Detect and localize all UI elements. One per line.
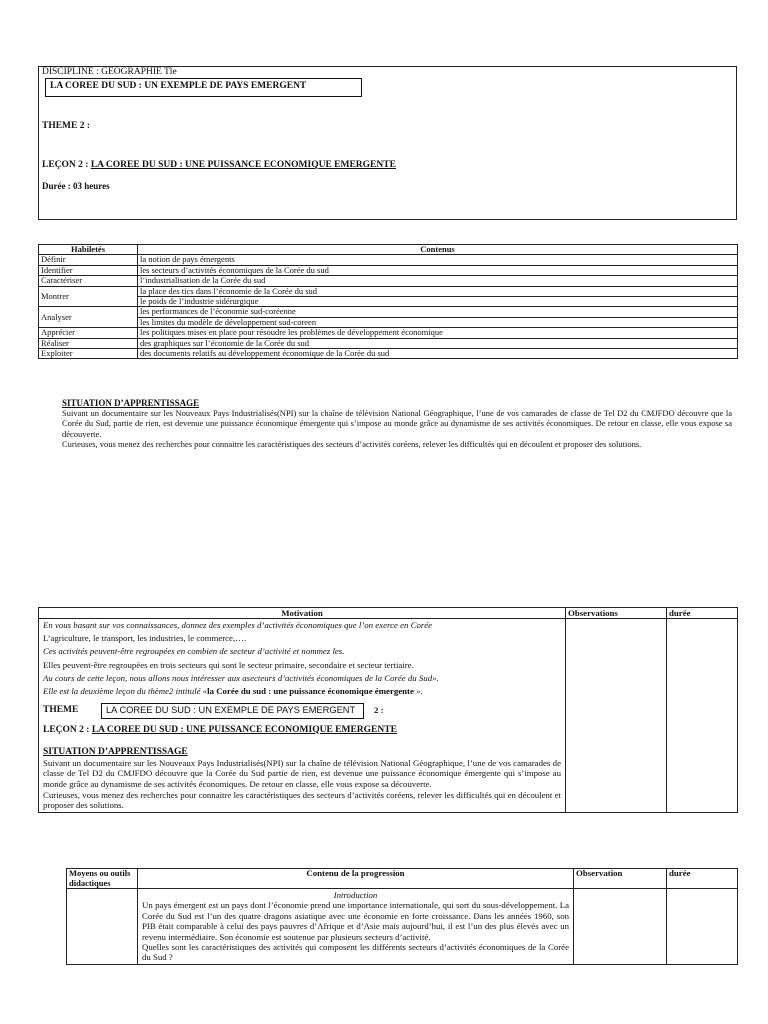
motivation-answer: Elles peuvent-être regroupées en trois secteurs qui sont le secteur primaire, secondaire et secteur tertiaire.: [43, 659, 414, 670]
motivation-table: [38, 607, 738, 813]
skills-table: [38, 244, 738, 359]
skill-content: des documents relatifs au développement économique de la Corée du sud: [138, 349, 738, 359]
column-header: Motivation: [39, 608, 566, 619]
table-row: [39, 255, 738, 265]
table-row: [39, 265, 738, 275]
learning-situation: [62, 398, 732, 449]
progression-content: [138, 889, 574, 965]
introduction-question: Quelles sont les caractéristiques des activités qui composent les différents secteurs d’activités économiques de la Corée du Sud ?: [142, 942, 569, 963]
table-row: [39, 349, 738, 359]
table-row: [39, 307, 738, 317]
column-header: Moyens ou outils didactiques: [67, 869, 138, 889]
situation-paragraph: Curieuses, vous menez des recherches pour connaitre les caractéristiques des secteurs d’activités coréens, relever les difficultés qui en découlent et proposer des solutions.: [43, 789, 561, 811]
discipline-label: DISCIPLINE : GEOGRAPHIE Tle: [42, 67, 177, 77]
lesson-label: LEÇON 2 :: [42, 160, 91, 170]
column-header: Contenu de la progression: [138, 869, 574, 889]
lesson-name: LA COREE DU SUD : UNE PUISSANCE ECONOMIQUE EMERGENTE: [91, 724, 397, 735]
lesson-title: [43, 725, 561, 736]
skill-verb: Réaliser: [39, 338, 138, 348]
theme-title-box: LA COREE DU SUD : UN EXEMPLE DE PAYS EMERGENT: [45, 78, 362, 97]
motivation-content: [39, 619, 566, 813]
theme-number: 2 :: [374, 705, 384, 716]
lesson-title: [42, 160, 396, 171]
skill-verb: Définir: [39, 255, 138, 265]
skill-verb: Caractériser: [39, 276, 138, 286]
column-header: durée: [667, 608, 738, 619]
situation-paragraph: Curieuses, vous menez des recherches pour connaitre les caractéristiques des secteurs d’activités coréens, relever les difficultés qui en découlent et proposer des solutions.: [62, 438, 642, 449]
skill-verb: Exploiter: [39, 349, 138, 359]
motivation-paragraph: Au cours de cette leçon, nous allons nous intéresser aux asecteurs d’activités économiques de la Corée du Sud».: [43, 672, 439, 683]
skill-verb: Identifier: [39, 265, 138, 275]
table-row: [39, 276, 738, 286]
skill-verb: Analyser: [39, 307, 138, 328]
skill-verb: Montrer: [39, 286, 138, 307]
skill-content: la notion de pays émergents: [138, 255, 738, 265]
motivation-question: Ces activités peuvent-être regroupées en combien de secteur d’activité et nommez les.: [43, 646, 345, 657]
theme-label: THEME: [43, 705, 79, 716]
tools-cell: [67, 889, 138, 965]
table-row: [39, 317, 738, 327]
skill-content: les limites du modèle de développement sud-coreen: [138, 317, 738, 327]
skill-verb: Apprécier: [39, 328, 138, 338]
table-row: [39, 619, 738, 813]
progression-table: [66, 868, 738, 965]
column-header: Habiletés: [39, 245, 138, 255]
situation-paragraph: Suivant un documentaire sur les Nouveaux Pays Industrialisés(NPI) sur la chaîne de télévision National Géographique, l’une de vos camarades de classe de Tel D2 du CMJFDO découvre que la Corée du Sud partie de rien, est devenue une puissance économique émergente qui s’impose au monde grâce au dynamisme de ses activités économiques. De retour en classe, elle vous expose sa découverte.: [43, 757, 561, 789]
introduction-paragraph: Un pays émergent est un pays dont l’économie prend une importance internationale, qui sort du sous-développement. La Corée du Sud est l’un des quatre dragons asiatique avec une économie en forte croissance. Dans les années 1960, son PIB était comparable à celui des pays pauvres d’Afrique et d’Asie mais aujourd’hui, il est l’un des plus élevés avec un revenu intermédiaire. Son économie est soutenue par plusieurs secteurs d’activité.: [142, 900, 569, 942]
theme-title-box: LA COREE DU SUD : UN EXEMPLE DE PAYS EMERGENT: [101, 703, 364, 719]
duration-cell: [667, 619, 738, 813]
motivation-question: En vous basant sur vos connaissances, donnez des exemples d’activités économiques que l’on exerce en Corée: [43, 620, 433, 630]
table-header-row: [39, 245, 738, 255]
column-header: Contenus: [138, 245, 738, 255]
motivation-answer: L’agriculture, le transport, les industries, le commerce,….: [43, 633, 247, 644]
lesson-name: LA COREE DU SUD : UNE PUISSANCE ECONOMIQUE EMERGENTE: [90, 160, 396, 170]
table-header-row: [67, 869, 738, 889]
column-header: durée: [667, 869, 738, 889]
observation-cell: [574, 889, 667, 965]
theme-label: THEME 2 :: [42, 121, 91, 131]
duration-cell: [667, 889, 738, 965]
observations-cell: [566, 619, 667, 813]
skill-content: le poids de l’industrie sidérurgique: [138, 297, 738, 307]
skill-content: la place des tics dans l’économie de la Corée du sud: [138, 286, 738, 296]
situation-paragraph: Suivant un documentaire sur les Nouveaux Pays Industrialisés(NPI) sur la chaîne de télévision National Géographique, l’une de vos camarades de classe de Tel D2 du CMJFDO découvre que la Corée du Sud, partie de rien, est devenue une puissance économique émergente qui s’impose au monde grâce au dynamisme de ses activités économiques. De retour en classe, elle vous expose sa découverte.: [62, 408, 732, 439]
skill-content: les performances de l’économie sud-coréenne: [138, 307, 738, 317]
introduction-title: Introduction: [333, 890, 378, 900]
table-header-row: [39, 608, 738, 619]
table-row: [39, 286, 738, 296]
table-row: [39, 338, 738, 348]
skill-content: des graphiques sur l’économie de la Corée du sud: [138, 338, 738, 348]
column-header: Observation: [574, 869, 667, 889]
motivation-paragraph: Elle est la deuxième leçon du thème2 intitulé «la Corée du sud : une puissance économique émergente ».: [43, 685, 423, 696]
skill-content: les secteurs d’activités économiques de la Corée du sud: [138, 265, 738, 275]
column-header: Observations: [566, 608, 667, 619]
skill-content: l’industrialisation de la Corée du sud: [138, 276, 738, 286]
table-row: [67, 889, 738, 965]
section-title: SITUATION D’APPRENTISSAGE: [43, 747, 188, 758]
section-title: SITUATION D’APPRENTISSAGE: [62, 398, 200, 408]
lesson-label: LEÇON 2 :: [43, 724, 92, 735]
lesson-header-box: [38, 66, 737, 220]
theme-row: [43, 703, 561, 719]
table-row: [39, 297, 738, 307]
duration-label: Durée : 03 heures: [42, 181, 110, 191]
table-row: [39, 328, 738, 338]
skill-content: les politiques mises en place pour résoudre les problèmes de développement économique: [138, 328, 738, 338]
